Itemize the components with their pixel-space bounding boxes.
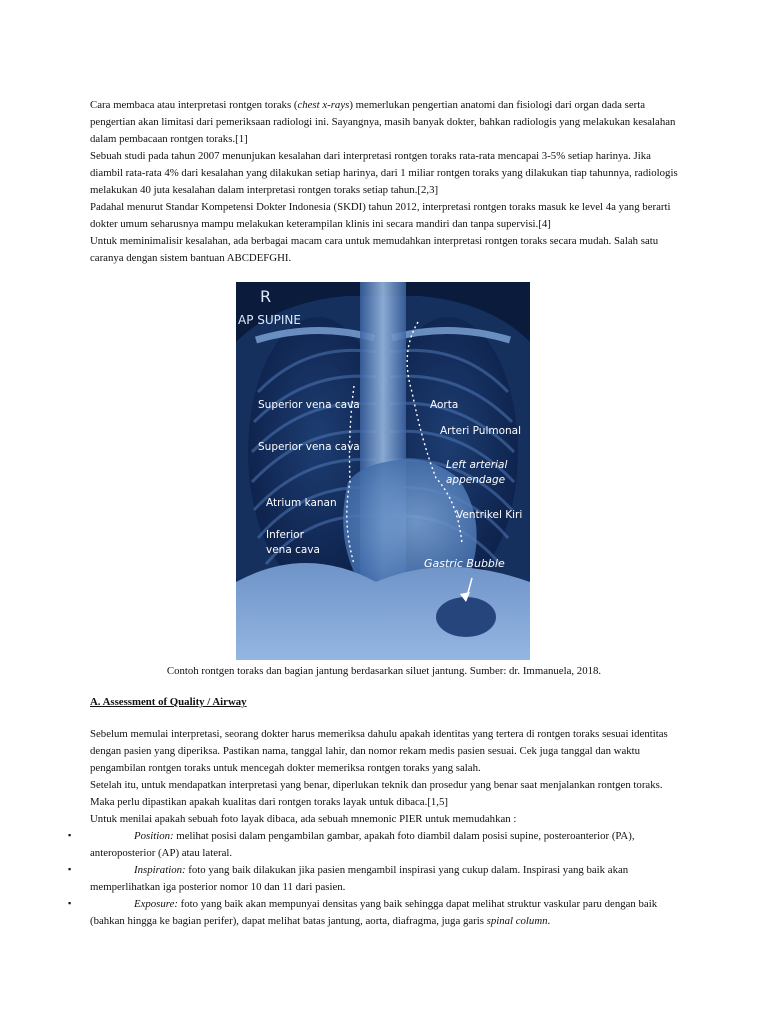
section-a-paragraph-2: Setelah itu, untuk mendapatkan interpretasi yang benar, diperlukan teknik dan prosedur yang benar saat menjalankan rontgen toraks. Maka perlu dipastikan apakah kualitas dari rontgen toraks layak untuk dibaca.[1,5]	[90, 779, 663, 808]
chest-xray-svg	[236, 282, 530, 660]
view-label: AP SUPINE	[238, 313, 301, 327]
intro-p1-italic: chest x-rays	[297, 99, 350, 111]
bullet-inspiration-text: foto yang baik dilakukan jika pasien mengambil inspirasi yang cukup dalam. Inspirasi yang baik akan memperlihatkan iga posterior nomor 10 dan 11 dari pasien.	[90, 864, 629, 893]
bullet-inspiration-term: Inspiration:	[134, 864, 186, 876]
section-a-paragraph-1: Sebelum memulai interpretasi, seorang dokter harus memeriksa dahulu apakah identitas yang tertera di rontgen toraks sesuai identitas dengan pasien yang diperiksa. Pastikan nama, tanggal lahir, dan nomor rekam medis pasien sesuai. Cek juga tanggal dan waktu pengambilan rontgen toraks untuk mencegah dokter memeriksa rontgen toraks yang salah.	[90, 728, 668, 774]
bullet-position	[90, 828, 680, 862]
label-aorta: Aorta	[430, 399, 459, 411]
label-ventrikel-kiri: Ventrikel Kiri	[456, 509, 523, 521]
label-laa-line1: Left arterial	[446, 459, 508, 471]
label-laa-line2: appendage	[446, 474, 506, 486]
label-svc-1: Superior vena cava	[258, 399, 360, 411]
side-marker-r: R	[260, 287, 272, 306]
label-atrium-kanan: Atrium kanan	[266, 497, 337, 509]
bullet-exposure	[90, 896, 680, 930]
intro-paragraph-1	[90, 97, 680, 148]
label-ivc-line2: vena cava	[266, 544, 320, 556]
section-a-heading: A. Assessment of Quality / Airway	[90, 696, 247, 708]
section-a-paragraph-3: Untuk menilai apakah sebuah foto layak dibaca, ada sebuah mnemonic PIER untuk memudahkan :	[90, 813, 517, 825]
intro-paragraph-4: Untuk meminimalisir kesalahan, ada berbagai macam cara untuk memudahkan interpretasi rontgen toraks secara mudah. Salah satu caranya dengan sistem bantuan ABCDEFGHI.	[90, 235, 659, 264]
bullet-marker: ▪	[68, 864, 72, 874]
intro-p1-text-b: ) memerlukan pengertian anatomi dan fisiologi dari organ dada serta pengertian akan limitasi dari pemeriksaan radiologi ini. Sayangnya, masih banyak dokter, bahkan radiologis yang melakukan kesalahan dalam pembacaan rontgen toraks.[1]	[90, 99, 676, 145]
bullet-marker: ▪	[68, 898, 72, 908]
label-ivc-line1: Inferior	[266, 529, 304, 541]
intro-paragraph-2: Sebuah studi pada tahun 2007 menunjukan kesalahan dari interpretasi rontgen toraks rata-rata mencapai 3-5% setiap harinya. Jika diambil rata-rata 4% dari kesalahan yang dilakukan setiap harinya, dari 1 miliar rontgen toraks yang dilakukan tiap tahunnya, radiologis melakukan 40 juta kesalahan dalam interpretasi rontgen toraks setiap tahun.[2,3]	[90, 150, 678, 196]
bullet-exposure-term: Exposure:	[134, 898, 178, 910]
intro-paragraph-3: Padahal menurut Standar Kompetensi Dokter Indonesia (SKDI) tahun 2012, interpretasi rontgen toraks masuk ke level 4a yang berarti dokter umum seharusnya mampu melakukan keterampilan klinis ini secara mandiri dan tanpa supervisi.[4]	[90, 201, 671, 230]
bullet-position-text: melihat posisi dalam pengambilan gambar, apakah foto diambil dalam posisi supine, posteroanterior (PA), anteroposterior (AP) atau lateral.	[90, 830, 635, 859]
bullet-position-term: Position:	[134, 830, 174, 842]
bullet-exposure-text: foto yang baik akan mempunyai densitas yang baik sehingga dapat melihat struktur vaskular paru dengan baik (bahkan hingga ke bagian perifer), dapat melihat batas jantung, aorta, diafragma, juga garis	[90, 898, 658, 927]
figure-caption: Contoh rontgen toraks dan bagian jantung berdasarkan siluet jantung. Sumber: dr. Immanuela, 2018.	[166, 665, 602, 677]
label-arteri-pulmonal: Arteri Pulmonal	[440, 425, 522, 437]
intro-p1-text-a: Cara membaca atau interpretasi rontgen toraks (	[90, 99, 298, 111]
chest-xray-image	[236, 282, 530, 660]
bullet-exposure-end: .	[547, 915, 551, 927]
bullet-marker: ▪	[68, 830, 72, 840]
label-svc-2: Superior vena cava	[258, 441, 360, 453]
bullet-inspiration	[90, 862, 680, 896]
label-gastric-bubble: Gastric Bubble	[424, 557, 505, 570]
bullet-exposure-term2: spinal column	[486, 915, 548, 927]
